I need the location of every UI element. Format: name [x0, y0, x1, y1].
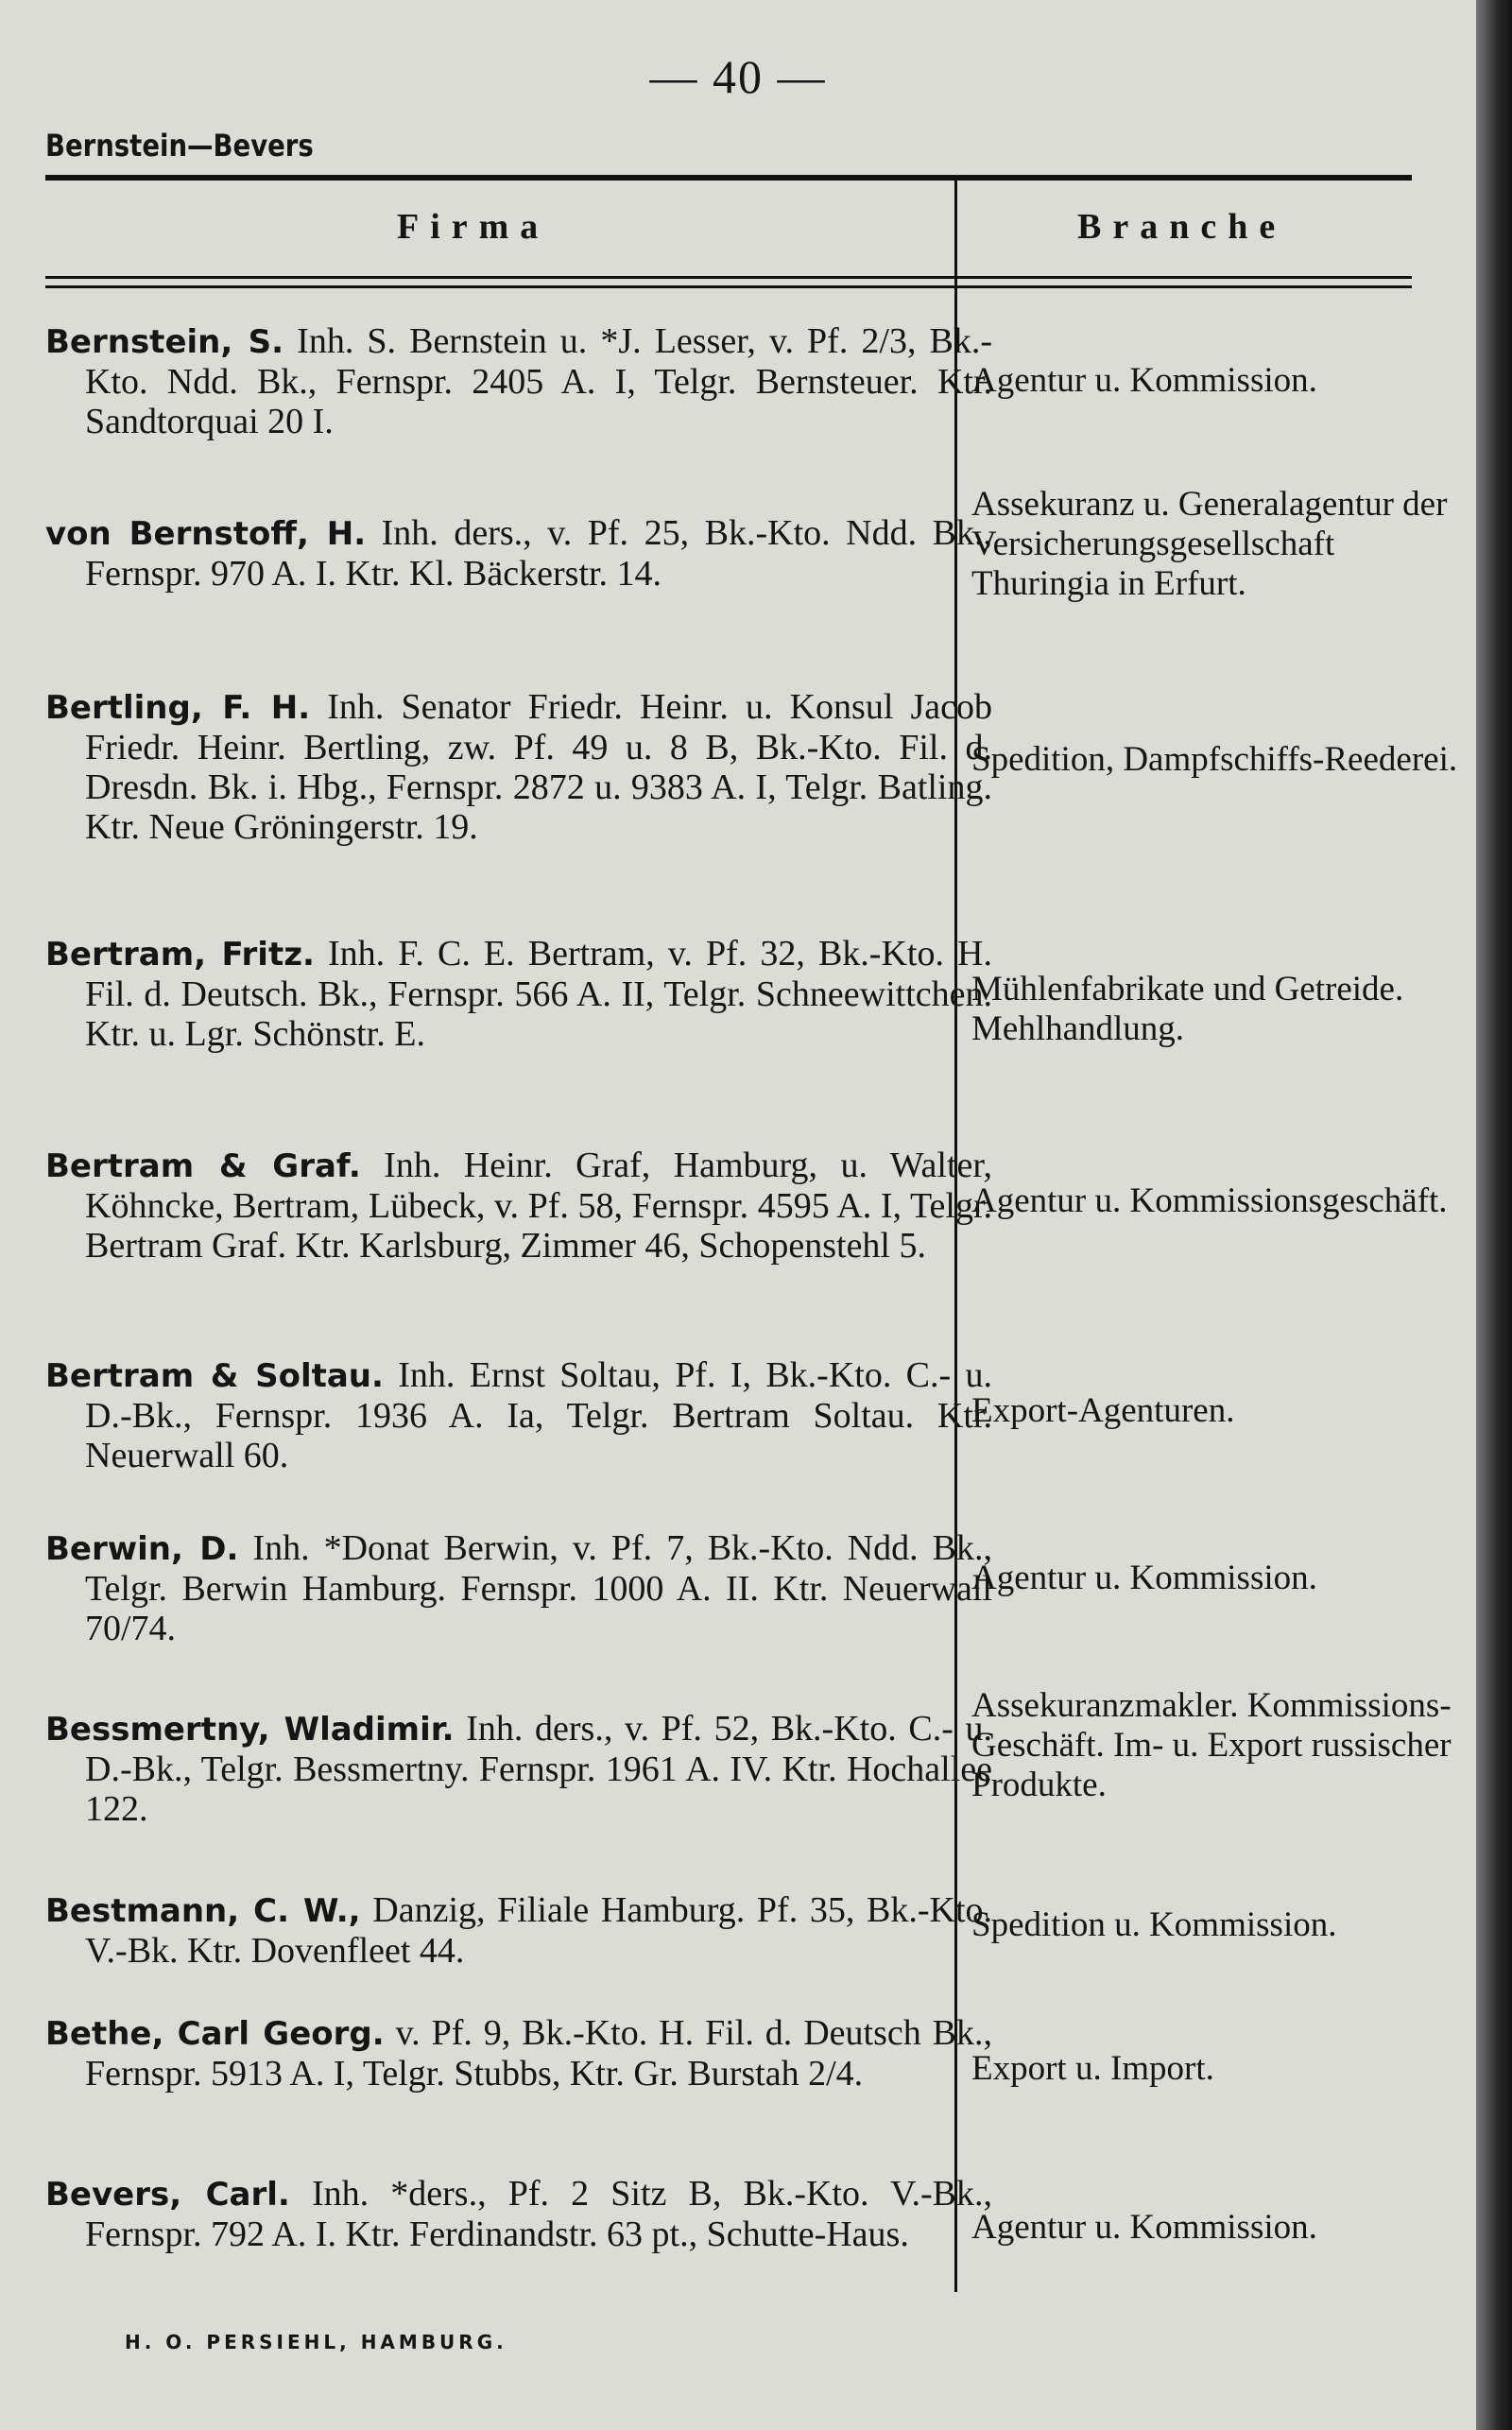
printer-imprint: H. O. PERSIEHL, HAMBURG. [125, 2331, 507, 2353]
entry-branche: Assekuranz u. Generalagentur der Versicherungsgesellschaft Thuringia in Erfurt. [971, 485, 1448, 603]
entry-firma [45, 1709, 992, 1829]
entry-branche: Spedition, Dampfschiffs-Reederei. [971, 740, 1458, 779]
entry-firma [45, 1890, 992, 1971]
page-number: — 40 — [649, 50, 827, 103]
entry-firma [45, 934, 992, 1054]
entry-firma [45, 1146, 992, 1266]
entry-name: Bertram & Soltau. [45, 1357, 384, 1395]
entry-text: Inh. Ernst Soltau, Pf. I, Bk.-Kto. C.- u. D.-Bk., Fernspr. 1936 A. Ia, Telgr. Bertram Soltau. Ktr. Neuerwall 60. [85, 1355, 992, 1475]
entry-branche: Agentur u. Kommissionsgeschäft. [971, 1181, 1448, 1220]
entry-firma [45, 1355, 992, 1475]
entry-text: Inh. F. C. E. Bertram, v. Pf. 32, Bk.-Kto. H. Fil. d. Deutsch. Bk., Fernspr. 566 A. II, Telgr. Schneewittchen. Ktr. u. Lgr. Schönstr. E. [85, 934, 992, 1054]
page-edge-shadow [1476, 0, 1512, 2430]
entry-branche: Agentur u. Kommission. [971, 361, 1317, 400]
entry-firma [45, 2174, 992, 2254]
entry-name: Bernstein, S. [45, 323, 284, 361]
entry-text: Inh. ders., v. Pf. 52, Bk.-Kto. C.- u. D.-Bk., Telgr. Bessmertny. Fernspr. 1961 A. IV. Ktr. Hochallee 122. [85, 1709, 992, 1829]
entry-firma [45, 321, 992, 441]
entry-branche: Agentur u. Kommission. [971, 2208, 1317, 2247]
column-header-branche: Branche [1077, 207, 1287, 247]
entry-branche: Export-Agenturen. [971, 1391, 1235, 1430]
header-rule [45, 175, 1412, 181]
column-header-firma: Firma [397, 207, 550, 247]
entry-text: Inh. *Donat Berwin, v. Pf. 7, Bk.-Kto. Ndd. Bk., Telgr. Berwin Hamburg. Fernspr. 1000 A. II. Ktr. Neuerwall 70/74. [85, 1528, 993, 1648]
entry-name: von Bernstoff, H. [45, 515, 367, 553]
entry-firma [45, 2013, 992, 2094]
entry-name: Bertram, Fritz. [45, 936, 315, 974]
entry-branche: Assekuranzmakler. Kommissions-Geschäft. Im- u. Export russischer Produkte. [971, 1686, 1452, 1804]
entry-name: Bertling, F. H. [45, 689, 311, 727]
entry-firma [45, 687, 992, 847]
entry-text: Danzig, Filiale Hamburg. Pf. 35, Bk.-Kto. V.-Bk. Ktr. Dovenfleet 44. [85, 1890, 993, 1971]
entry-text: v. Pf. 9, Bk.-Kto. H. Fil. d. Deutsch Bk., Fernspr. 5913 A. I, Telgr. Stubbs, Ktr. Gr. Burstah 2/4. [85, 2013, 993, 2094]
entry-text: Inh. S. Bernstein u. *J. Lesser, v. Pf. 2/3, Bk.-Kto. Ndd. Bk., Fernspr. 2405 A. I, Telgr. Bernsteuer. Ktr. Sandtorquai 20 I. [85, 321, 993, 441]
entry-name: Bethe, Carl Georg. [45, 2015, 385, 2053]
header-double-rule-top [45, 276, 1412, 279]
running-head: Bernstein—Bevers [45, 128, 314, 164]
entry-name: Bestmann, C. W., [45, 1892, 361, 1930]
entry-branche: Export u. Import. [971, 2049, 1214, 2088]
entry-text: Inh. ders., v. Pf. 25, Bk.-Kto. Ndd. Bk., Fernspr. 970 A. I. Ktr. Kl. Bäckerstr. 14. [85, 513, 993, 594]
entry-text: Inh. Senator Friedr. Heinr. u. Konsul Jacob Friedr. Heinr. Bertling, zw. Pf. 49 u. 8 B, Bk.-Kto. Fil. d. Dresdn. Bk. i. Hbg., Fernspr. 2872 u. 9383 A. I, Telgr. Batling. Ktr. Neue Gröningerstr. 19. [85, 687, 993, 847]
entry-text: Inh. *ders., Pf. 2 Sitz B, Bk.-Kto. V.-Bk., Fernspr. 792 A. I. Ktr. Ferdinandstr. 63 pt., Schutte-Haus. [85, 2174, 992, 2254]
entry-branche: Agentur u. Kommission. [971, 1559, 1317, 1597]
entry-branche: Mühlenfabrikate und Getreide. Mehlhandlung. [971, 970, 1404, 1048]
entry-firma [45, 1528, 992, 1648]
entry-branche: Spedition u. Kommission. [971, 1905, 1337, 1944]
entry-text: Inh. Heinr. Graf, Hamburg, u. Walter, Köhncke, Bertram, Lübeck, v. Pf. 58, Fernspr. 4595 A. I, Telgr. Bertram Graf. Ktr. Karlsburg, Zimmer 46, Schopenstehl 5. [85, 1146, 992, 1266]
entry-name: Bertram & Graf. [45, 1147, 361, 1185]
entry-name: Bessmertny, Wladimir. [45, 1711, 455, 1749]
entry-firma [45, 513, 992, 594]
entry-name: Berwin, D. [45, 1530, 239, 1568]
entry-name: Bevers, Carl. [45, 2176, 290, 2214]
header-double-rule-bottom [45, 285, 1412, 288]
